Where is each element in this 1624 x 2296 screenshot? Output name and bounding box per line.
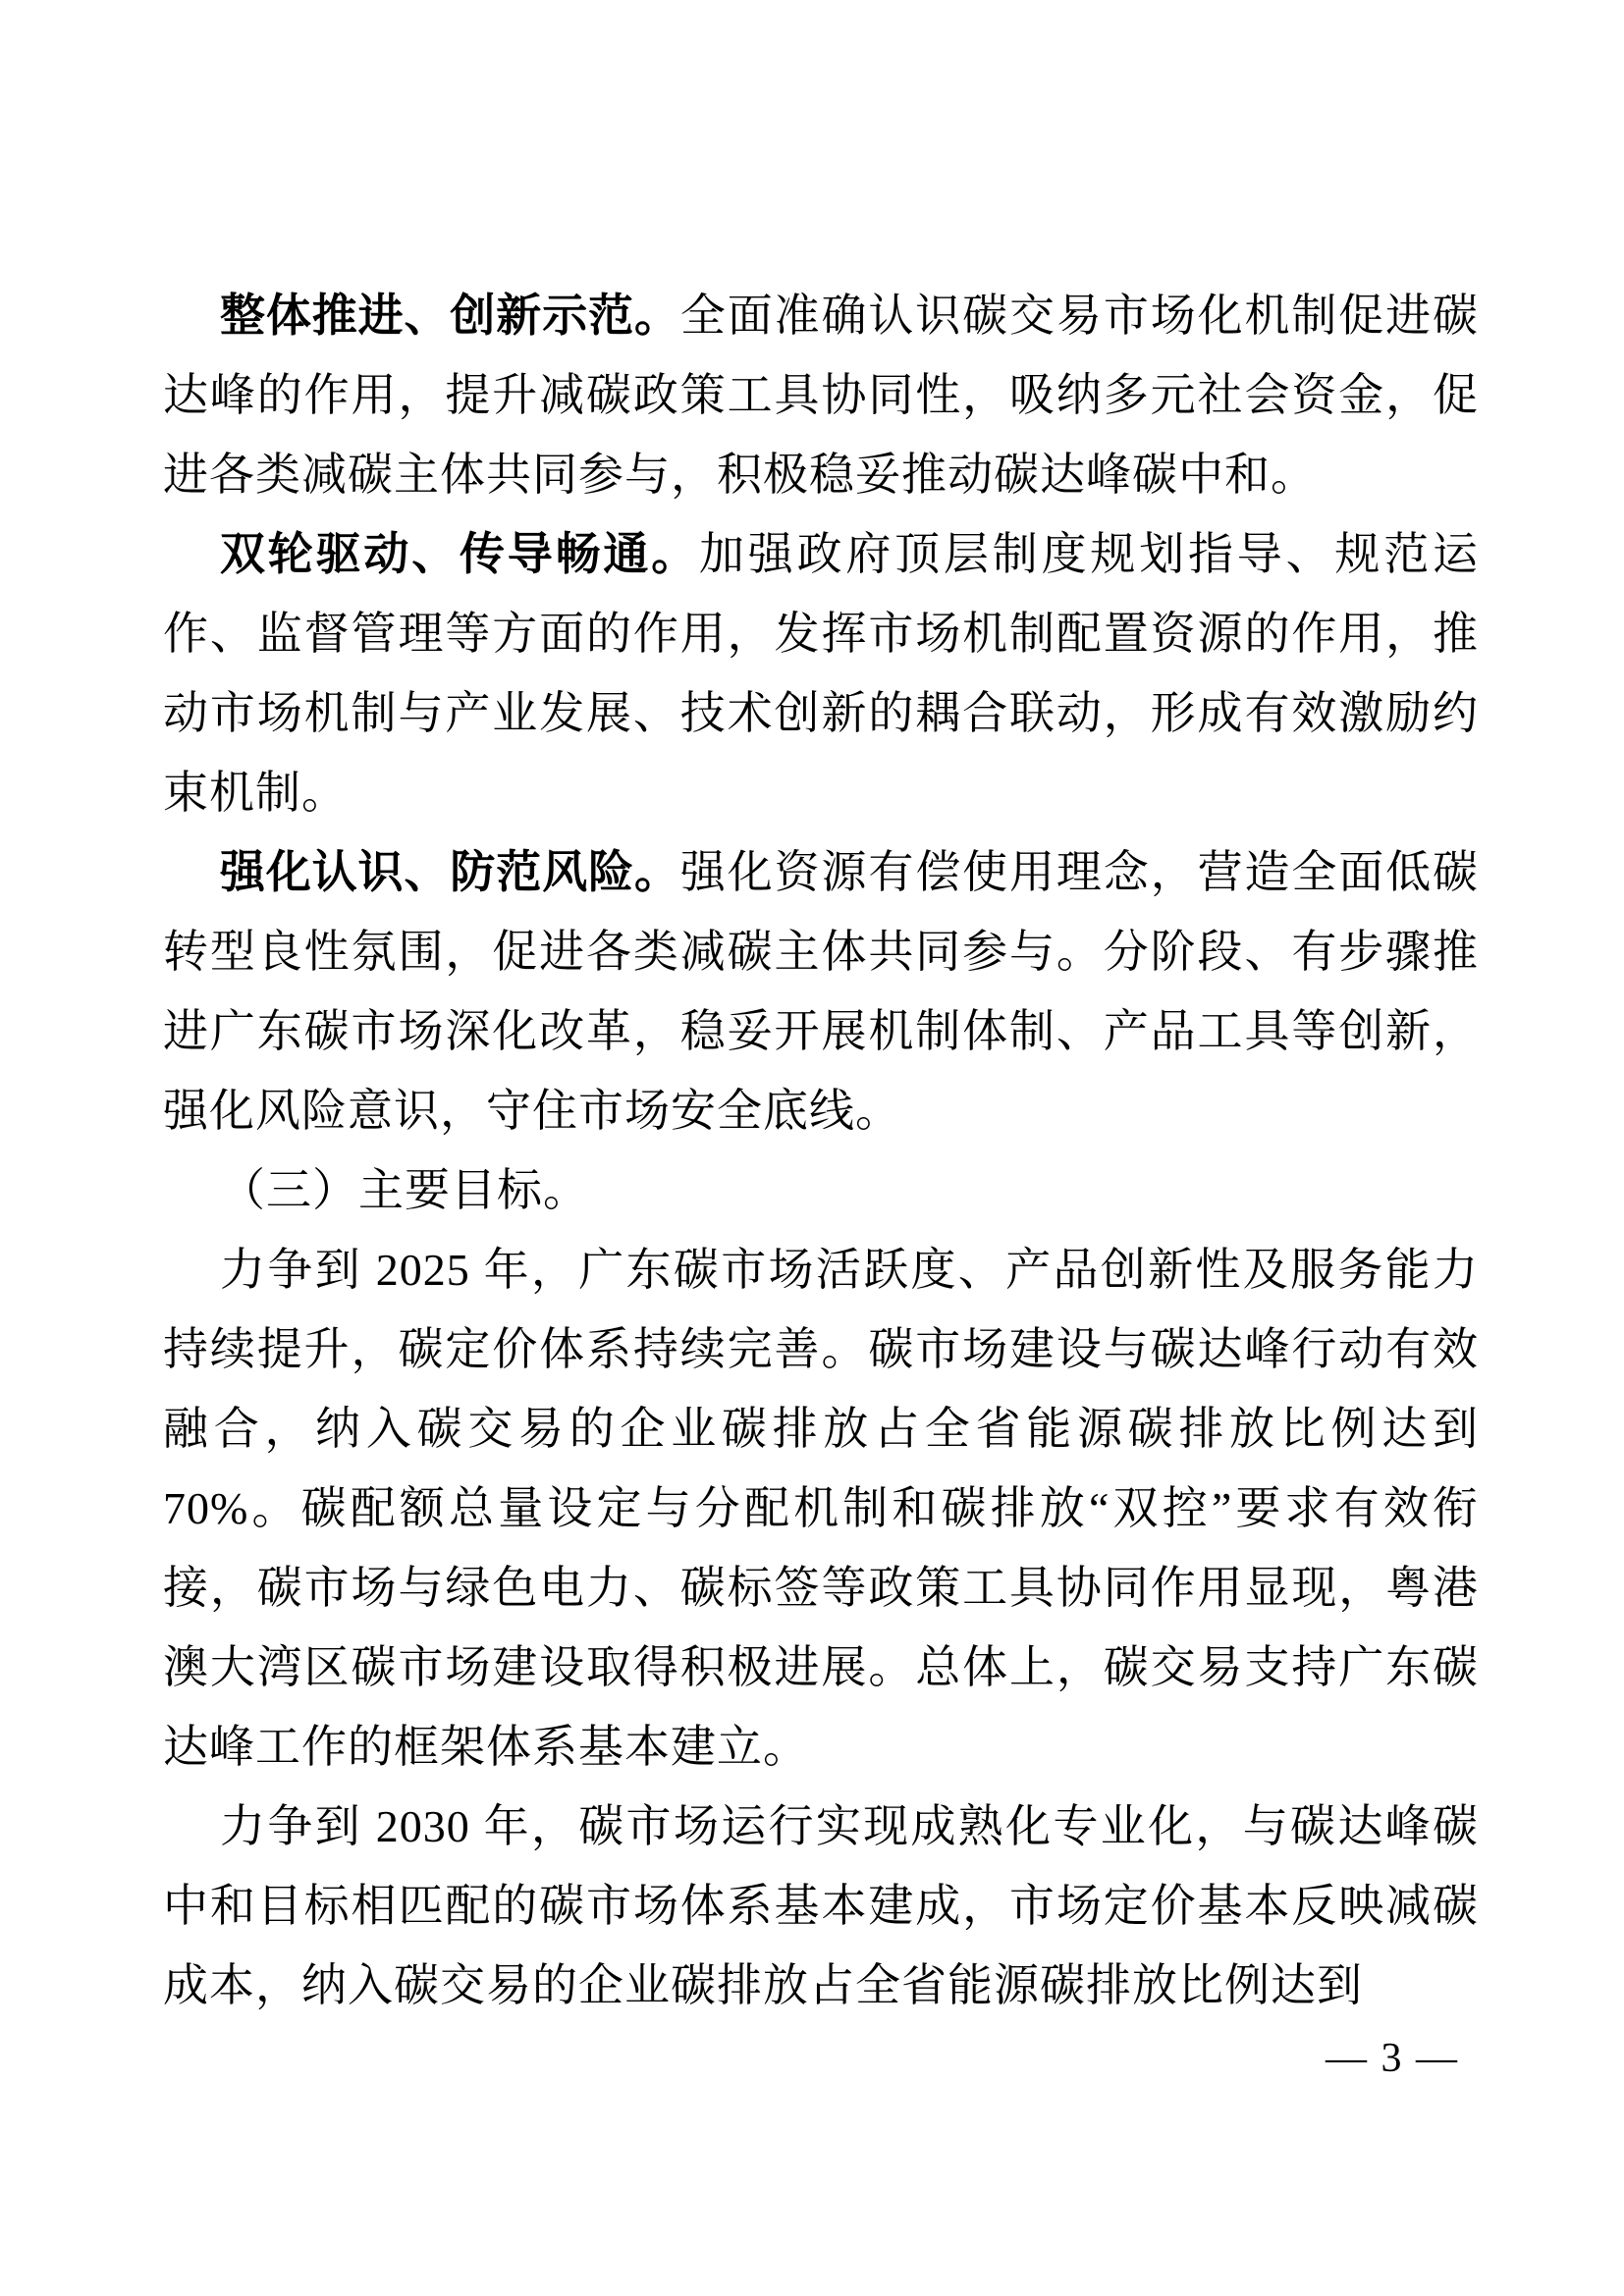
document-body bbox=[163, 276, 1479, 2025]
paragraph: 力争到 2025 年，广东碳市场活跃度、产品创新性及服务能力持续提升，碳定价体系持续完善。碳市场建设与碳达峰行动有效融合，纳入碳交易的企业碳排放占全省能源碳排放比例达到 70%。碳配额总量设定与分配机制和碳排放“双控”要求有效衔接，碳市场与绿色电力、碳标签等政策工具协同作用显现，粤港澳大湾区碳市场建设取得积极进展。总体上，碳交易支持广东碳达峰工作的框架体系基本建立。 bbox=[163, 1245, 1479, 1772]
paragraph-lead: 强化认识、防范风险。 bbox=[220, 846, 680, 897]
paragraph-lead: 整体推进、创新示范。 bbox=[220, 290, 680, 341]
page-number: — 3 — bbox=[1326, 2036, 1459, 2081]
paragraph: 力争到 2030 年，碳市场运行实现成熟化专业化，与碳达峰碳中和目标相匹配的碳市场体系基本建成，市场定价基本反映减碳成本，纳入碳交易的企业碳排放占全省能源碳排放比例达到 bbox=[163, 1801, 1479, 2010]
paragraph: 整体推进、创新示范。全面准确认识碳交易市场化机制促进碳达峰的作用，提升减碳政策工具协同性，吸纳多元社会资金，促进各类减碳主体共同参与，积极稳妥推动碳达峰碳中和。 bbox=[163, 290, 1480, 500]
paragraph: 双轮驱动、传导畅通。加强政府顶层制度规划指导、规范运作、监督管理等方面的作用，发挥市场机制配置资源的作用，推动市场机制与产业发展、技术创新的耦合联动，形成有效激励约束机制。 bbox=[163, 528, 1480, 818]
paragraph: 强化认识、防范风险。强化资源有偿使用理念，营造全面低碳转型良性氛围，促进各类减碳主体共同参与。分阶段、有步骤推进广东碳市场深化改革，稳妥开展机制体制、产品工具等创新，强化风险意识，守住市场安全底线。 bbox=[163, 846, 1480, 1136]
paragraph-lead: 双轮驱动、传导畅通。 bbox=[220, 528, 699, 579]
section-heading: （三）主要目标。 bbox=[220, 1165, 589, 1215]
